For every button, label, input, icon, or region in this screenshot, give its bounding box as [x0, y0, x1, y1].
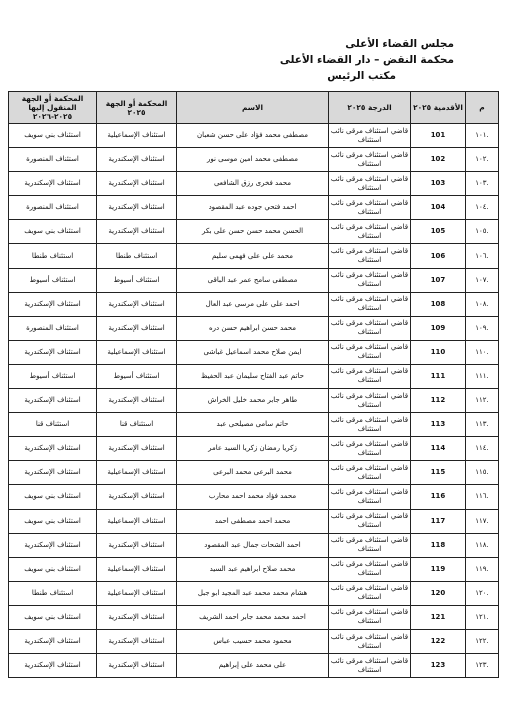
grade-cell: قاضي استئناف مرقى نائب استئناف	[329, 148, 411, 172]
name-cell: محمد احمد مصطفى احمد	[177, 509, 329, 533]
serial-cell: .١٠٣	[466, 172, 499, 196]
document-header	[154, 36, 454, 84]
table-row	[9, 605, 499, 629]
serial-cell: .١٢٢	[466, 629, 499, 653]
grade-cell: قاضي استئناف مرقى نائب استئناف	[329, 533, 411, 557]
col-header-name: الاسم	[177, 92, 329, 124]
serial-cell: .١٢١	[466, 605, 499, 629]
court-transfer-cell: استئناف بني سويف	[9, 605, 97, 629]
col-header-court-transfer: المحكمة أو الجهة المنقول إليها ٢٠٢٥-٢٠٢٦	[9, 92, 97, 124]
court-transfer-cell: استئناف الإسكندرية	[9, 629, 97, 653]
grade-cell: قاضي استئناف مرقى نائب استئناف	[329, 581, 411, 605]
table-row	[9, 389, 499, 413]
grade-cell: قاضي استئناف مرقى نائب استئناف	[329, 629, 411, 653]
grade-cell: قاضي استئناف مرقى نائب استئناف	[329, 509, 411, 533]
table-row	[9, 172, 499, 196]
grade-cell: قاضي استئناف مرقى نائب استئناف	[329, 364, 411, 388]
court-2025-cell: استئناف الإسماعيلية	[97, 340, 177, 364]
table-row	[9, 654, 499, 678]
grade-cell: قاضي استئناف مرقى نائب استئناف	[329, 220, 411, 244]
table-row	[9, 437, 499, 461]
court-2025-cell: استئناف الإسكندرية	[97, 654, 177, 678]
serial-cell: .١١٩	[466, 557, 499, 581]
court-transfer-cell: استئناف أسيوط	[9, 268, 97, 292]
name-cell: محمد فخرى رزق الشافعى	[177, 172, 329, 196]
court-2025-cell: استئناف الإسكندرية	[97, 148, 177, 172]
court-2025-cell: استئناف الإسكندرية	[97, 292, 177, 316]
table-row	[9, 509, 499, 533]
name-cell: حاتم سامى مصيلحى عبد	[177, 413, 329, 437]
name-cell: احمد الشحات جمال عبد المقصود	[177, 533, 329, 557]
grade-cell: قاضي استئناف مرقى نائب استئناف	[329, 654, 411, 678]
serial-cell: .١٠١	[466, 124, 499, 148]
table-row	[9, 533, 499, 557]
court-2025-cell: استئناف الإسماعيلية	[97, 557, 177, 581]
serial-cell: .١٠٢	[466, 148, 499, 172]
court-2025-cell: استئناف الإسكندرية	[97, 316, 177, 340]
court-2025-cell: استئناف الإسماعيلية	[97, 124, 177, 148]
grade-cell: قاضي استئناف مرقى نائب استئناف	[329, 316, 411, 340]
col-header-serial: م	[466, 92, 499, 124]
serial-cell: .١٢٠	[466, 581, 499, 605]
table-row	[9, 316, 499, 340]
table-row	[9, 292, 499, 316]
court-transfer-cell: استئناف طنطا	[9, 244, 97, 268]
court-2025-cell: استئناف أسيوط	[97, 364, 177, 388]
court-2025-cell: استئناف الإسكندرية	[97, 437, 177, 461]
table-row	[9, 485, 499, 509]
serial-cell: .١١٢	[466, 389, 499, 413]
court-title: محكمة النقض – دار القضاء الأعلى	[279, 54, 454, 66]
court-2025-cell: استئناف الإسماعيلية	[97, 509, 177, 533]
table-row	[9, 340, 499, 364]
court-2025-cell: استئناف الإسماعيلية	[97, 581, 177, 605]
grade-cell: قاضي استئناف مرقى نائب استئناف	[329, 172, 411, 196]
grade-cell: قاضي استئناف مرقى نائب استئناف	[329, 437, 411, 461]
table-row	[9, 413, 499, 437]
court-transfer-cell: استئناف الإسكندرية	[9, 654, 97, 678]
name-cell: هشام محمد محمد عبد المجيد ابو جبل	[177, 581, 329, 605]
seniority-cell: 102	[411, 148, 466, 172]
grade-cell: قاضي استئناف مرقى نائب استئناف	[329, 196, 411, 220]
col-header-seniority: الأقدمية ٢٠٢٥	[411, 92, 466, 124]
table-row	[9, 124, 499, 148]
court-transfer-cell: استئناف بني سويف	[9, 485, 97, 509]
court-transfer-cell: استئناف المنصورة	[9, 196, 97, 220]
serial-cell: .١٠٥	[466, 220, 499, 244]
serial-cell: .١١٣	[466, 413, 499, 437]
serial-cell: .١١٠	[466, 340, 499, 364]
court-transfer-cell: استئناف المنصورة	[9, 148, 97, 172]
name-cell: الحسن محمد حسن حسن على بكر	[177, 220, 329, 244]
court-transfer-cell: استئناف بني سويف	[9, 509, 97, 533]
serial-cell: .١٠٦	[466, 244, 499, 268]
serial-cell: .١٠٤	[466, 196, 499, 220]
court-transfer-cell: استئناف الإسكندرية	[9, 461, 97, 485]
table-row	[9, 268, 499, 292]
court-transfer-cell: استئناف أسيوط	[9, 364, 97, 388]
serial-cell: .١١٤	[466, 437, 499, 461]
name-cell: على محمد على إبراهيم	[177, 654, 329, 678]
name-cell: احمد فتحي جوده عبد المقصود	[177, 196, 329, 220]
serial-cell: .١٠٧	[466, 268, 499, 292]
serial-cell: .١١١	[466, 364, 499, 388]
seniority-cell: 101	[411, 124, 466, 148]
table-header-row	[9, 92, 499, 124]
court-2025-cell: استئناف الإسكندرية	[97, 485, 177, 509]
court-2025-cell: استئناف الإسكندرية	[97, 605, 177, 629]
name-cell: محمد على على فهمى سليم	[177, 244, 329, 268]
seniority-cell: 117	[411, 509, 466, 533]
name-cell: زكريا رمضان زكريا السيد عامر	[177, 437, 329, 461]
office-title: مكتب الرئيس	[327, 70, 396, 82]
col-header-grade: الدرجة ٢٠٢٥	[329, 92, 411, 124]
name-cell: محمود محمد حسيب عباس	[177, 629, 329, 653]
seniority-cell: 107	[411, 268, 466, 292]
council-title: مجلس القضاء الأعلى	[345, 38, 454, 50]
table-row	[9, 364, 499, 388]
seniority-cell: 110	[411, 340, 466, 364]
court-2025-cell: استئناف طنطا	[97, 244, 177, 268]
seniority-cell: 120	[411, 581, 466, 605]
court-transfer-cell: استئناف بني سويف	[9, 557, 97, 581]
name-cell: حاتم عبد الفتاح سليمان عبد الحفيظ	[177, 364, 329, 388]
name-cell: محمد حسن ابراهيم حسن دره	[177, 316, 329, 340]
court-transfer-cell: استئناف بني سويف	[9, 220, 97, 244]
seniority-cell: 119	[411, 557, 466, 581]
name-cell: محمد فؤاد محمد احمد محارب	[177, 485, 329, 509]
court-transfer-cell: استئناف الإسكندرية	[9, 533, 97, 557]
court-transfer-cell: استئناف الإسكندرية	[9, 292, 97, 316]
name-cell: احمد محمد محمد جابر احمد الشريف	[177, 605, 329, 629]
grade-cell: قاضي استئناف مرقى نائب استئناف	[329, 389, 411, 413]
serial-cell: .١٠٩	[466, 316, 499, 340]
grade-cell: قاضي استئناف مرقى نائب استئناف	[329, 461, 411, 485]
table-row	[9, 461, 499, 485]
grade-cell: قاضي استئناف مرقى نائب استئناف	[329, 485, 411, 509]
grade-cell: قاضي استئناف مرقى نائب استئناف	[329, 605, 411, 629]
court-transfer-cell: استئناف الإسكندرية	[9, 340, 97, 364]
court-2025-cell: استئناف الإسكندرية	[97, 533, 177, 557]
serial-cell: .١١٨	[466, 533, 499, 557]
serial-cell: .١١٦	[466, 485, 499, 509]
table-row	[9, 557, 499, 581]
court-transfer-cell: استئناف بني سويف	[9, 124, 97, 148]
table-row	[9, 148, 499, 172]
seniority-cell: 116	[411, 485, 466, 509]
court-2025-cell: استئناف الإسكندرية	[97, 389, 177, 413]
court-2025-cell: استئناف الإسماعيلية	[97, 461, 177, 485]
court-transfer-cell: استئناف الإسكندرية	[9, 389, 97, 413]
court-2025-cell: استئناف أسيوط	[97, 268, 177, 292]
table-row	[9, 581, 499, 605]
court-transfer-cell: استئناف المنصورة	[9, 316, 97, 340]
seniority-cell: 108	[411, 292, 466, 316]
seniority-cell: 103	[411, 172, 466, 196]
grade-cell: قاضي استئناف مرقى نائب استئناف	[329, 268, 411, 292]
court-transfer-cell: استئناف قنا	[9, 413, 97, 437]
serial-cell: .١٢٣	[466, 654, 499, 678]
court-2025-cell: استئناف الإسكندرية	[97, 172, 177, 196]
seniority-cell: 109	[411, 316, 466, 340]
serial-cell: .١٠٨	[466, 292, 499, 316]
seniority-cell: 106	[411, 244, 466, 268]
grade-cell: قاضي استئناف مرقى نائب استئناف	[329, 413, 411, 437]
grade-cell: قاضي استئناف مرقى نائب استئناف	[329, 244, 411, 268]
table-row	[9, 196, 499, 220]
seniority-cell: 114	[411, 437, 466, 461]
name-cell: ايمن صلاح محمد اسماعيل غباشى	[177, 340, 329, 364]
court-transfer-cell: استئناف طنطا	[9, 581, 97, 605]
name-cell: طاهر جابر محمد خليل الخراش	[177, 389, 329, 413]
seniority-cell: 123	[411, 654, 466, 678]
name-cell: احمد على على مرسى عبد العال	[177, 292, 329, 316]
seniority-cell: 122	[411, 629, 466, 653]
name-cell: مصطفى محمد امين موسى نور	[177, 148, 329, 172]
seniority-cell: 105	[411, 220, 466, 244]
col-header-court-2025: المحكمة أو الجهة ٢٠٢٥	[97, 92, 177, 124]
name-cell: محمد البرعى محمد البرعى	[177, 461, 329, 485]
name-cell: مصطفى سامح عمر عبد الباقى	[177, 268, 329, 292]
grade-cell: قاضي استئناف مرقى نائب استئناف	[329, 292, 411, 316]
court-transfer-cell: استئناف الإسكندرية	[9, 437, 97, 461]
seniority-cell: 111	[411, 364, 466, 388]
serial-cell: .١١٧	[466, 509, 499, 533]
table-row	[9, 220, 499, 244]
court-2025-cell: استئناف قنا	[97, 413, 177, 437]
name-cell: مصطفى محمد فؤاد على حسن شعبان	[177, 124, 329, 148]
court-transfer-cell: استئناف الإسكندرية	[9, 172, 97, 196]
name-cell: محمد صلاح ابراهيم عبد السيد	[177, 557, 329, 581]
seniority-cell: 112	[411, 389, 466, 413]
seniority-cell: 115	[411, 461, 466, 485]
court-2025-cell: استئناف الإسكندرية	[97, 196, 177, 220]
judges-table	[8, 91, 499, 678]
seniority-cell: 121	[411, 605, 466, 629]
seniority-cell: 113	[411, 413, 466, 437]
seniority-cell: 104	[411, 196, 466, 220]
seniority-cell: 118	[411, 533, 466, 557]
serial-cell: .١١٥	[466, 461, 499, 485]
grade-cell: قاضي استئناف مرقى نائب استئناف	[329, 340, 411, 364]
court-2025-cell: استئناف الإسكندرية	[97, 629, 177, 653]
grade-cell: قاضي استئناف مرقى نائب استئناف	[329, 124, 411, 148]
table-row	[9, 629, 499, 653]
grade-cell: قاضي استئناف مرقى نائب استئناف	[329, 557, 411, 581]
table-row	[9, 244, 499, 268]
court-2025-cell: استئناف الإسكندرية	[97, 220, 177, 244]
